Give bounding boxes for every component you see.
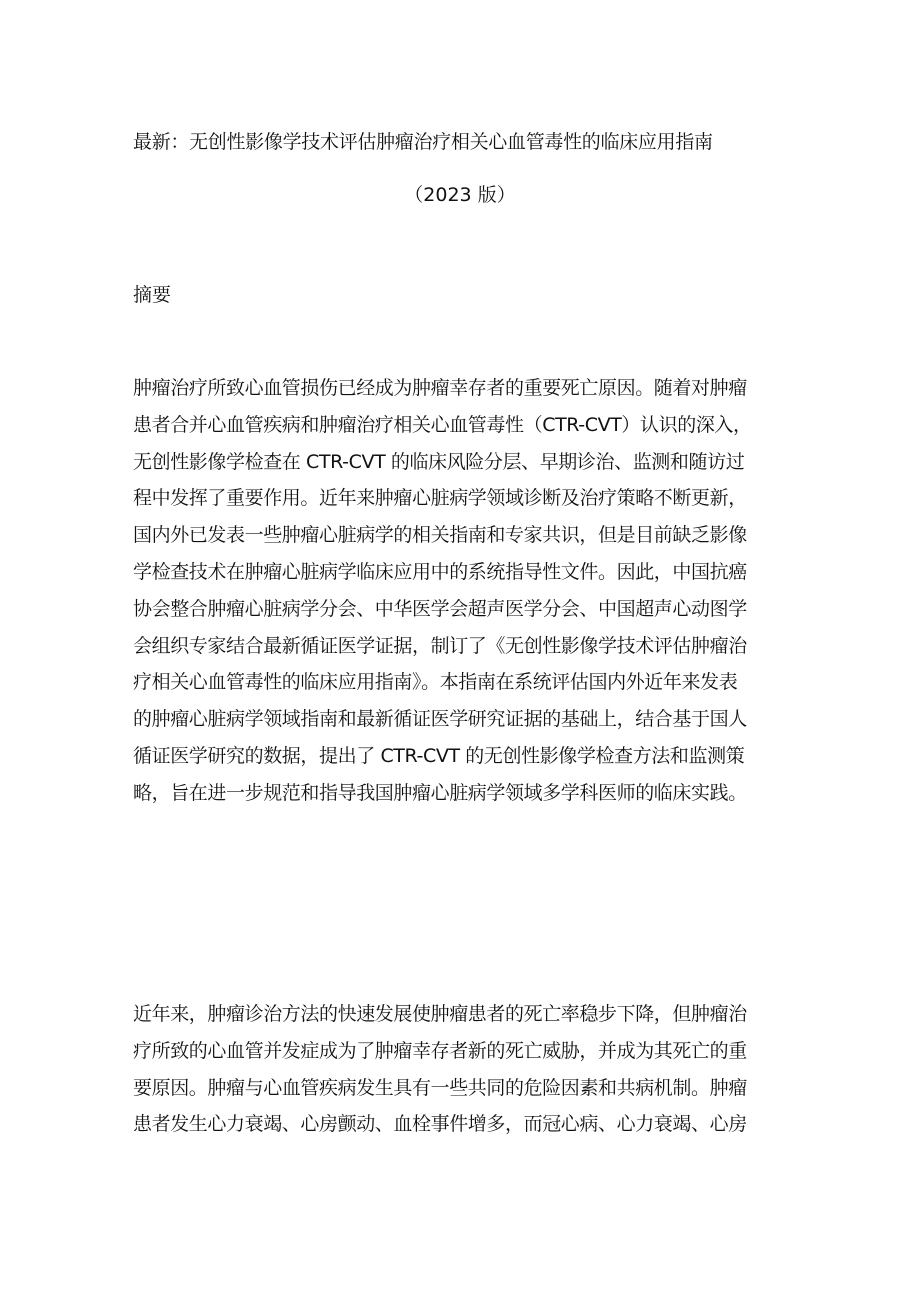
paragraph-line: 无创性影像学检查在 CTR-CVT 的临床风险分层、早期诊治、监测和随访过 [133, 450, 745, 473]
paragraph-line: 国内外已发表一些肿瘤心脏病学的相关指南和专家共识，但是目前缺乏影像 [133, 524, 747, 547]
paragraph-line: 的肿瘤心脏病学领域指南和最新循证医学研究证据的基础上，结合基于国人 [133, 708, 747, 731]
paragraph-line: 患者发生心力衰竭、心房颤动、血栓事件增多，而冠心病、心力衰竭、心房 [133, 1113, 747, 1136]
document-subtitle: （2023 版） [404, 184, 516, 206]
paragraph-line: 循证医学研究的数据，提出了 CTR-CVT 的无创性影像学检查方法和监测策 [133, 744, 745, 767]
paragraph-line: 近年来，肿瘤诊治方法的快速发展使肿瘤患者的死亡率稳步下降，但肿瘤治 [133, 1003, 747, 1025]
paragraph-line: 肿瘤治疗所致心血管损伤已经成为肿瘤幸存者的重要死亡原因。随着对肿瘤 [133, 377, 747, 399]
body-paragraph [133, 996, 813, 1143]
paragraph-line: 疗相关心血管毒性的临床应用指南》。本指南在系统评估国内外近年来发表 [133, 671, 738, 694]
abstract-paragraph [133, 370, 813, 812]
paragraph-line: 疗所致的心血管并发症成为了肿瘤幸存者新的死亡威胁，并成为其死亡的重 [133, 1039, 747, 1062]
paragraph-line: 要原因。肿瘤与心血管疾病发生具有一些共同的危险因素和共病机制。肿瘤 [133, 1076, 747, 1099]
paragraph-line: 协会整合肿瘤心脏病学分会、中华医学会超声医学分会、中国超声心动图学 [133, 597, 747, 620]
document-title: 最新：无创性影像学技术评估肿瘤治疗相关心血管毒性的临床应用指南 [133, 131, 713, 153]
paragraph-line: 患者合并心血管疾病和肿瘤治疗相关心血管毒性（CTR-CVT）认识的深入， [133, 413, 752, 436]
paragraph-line: 程中发挥了重要作用。近年来肿瘤心脏病学领域诊断及治疗策略不断更新， [133, 487, 747, 510]
paragraph-line: 略，旨在进一步规范和指导我国肿瘤心脏病学领域多学科医师的临床实践。 [133, 781, 747, 804]
abstract-heading: 摘要 [133, 284, 172, 306]
paragraph-line: 学检查技术在肿瘤心脏病学临床应用中的系统指导性文件。因此，中国抗癌 [133, 560, 747, 583]
paragraph-line: 会组织专家结合最新循证医学证据，制订了《无创性影像学技术评估肿瘤治 [133, 634, 747, 657]
